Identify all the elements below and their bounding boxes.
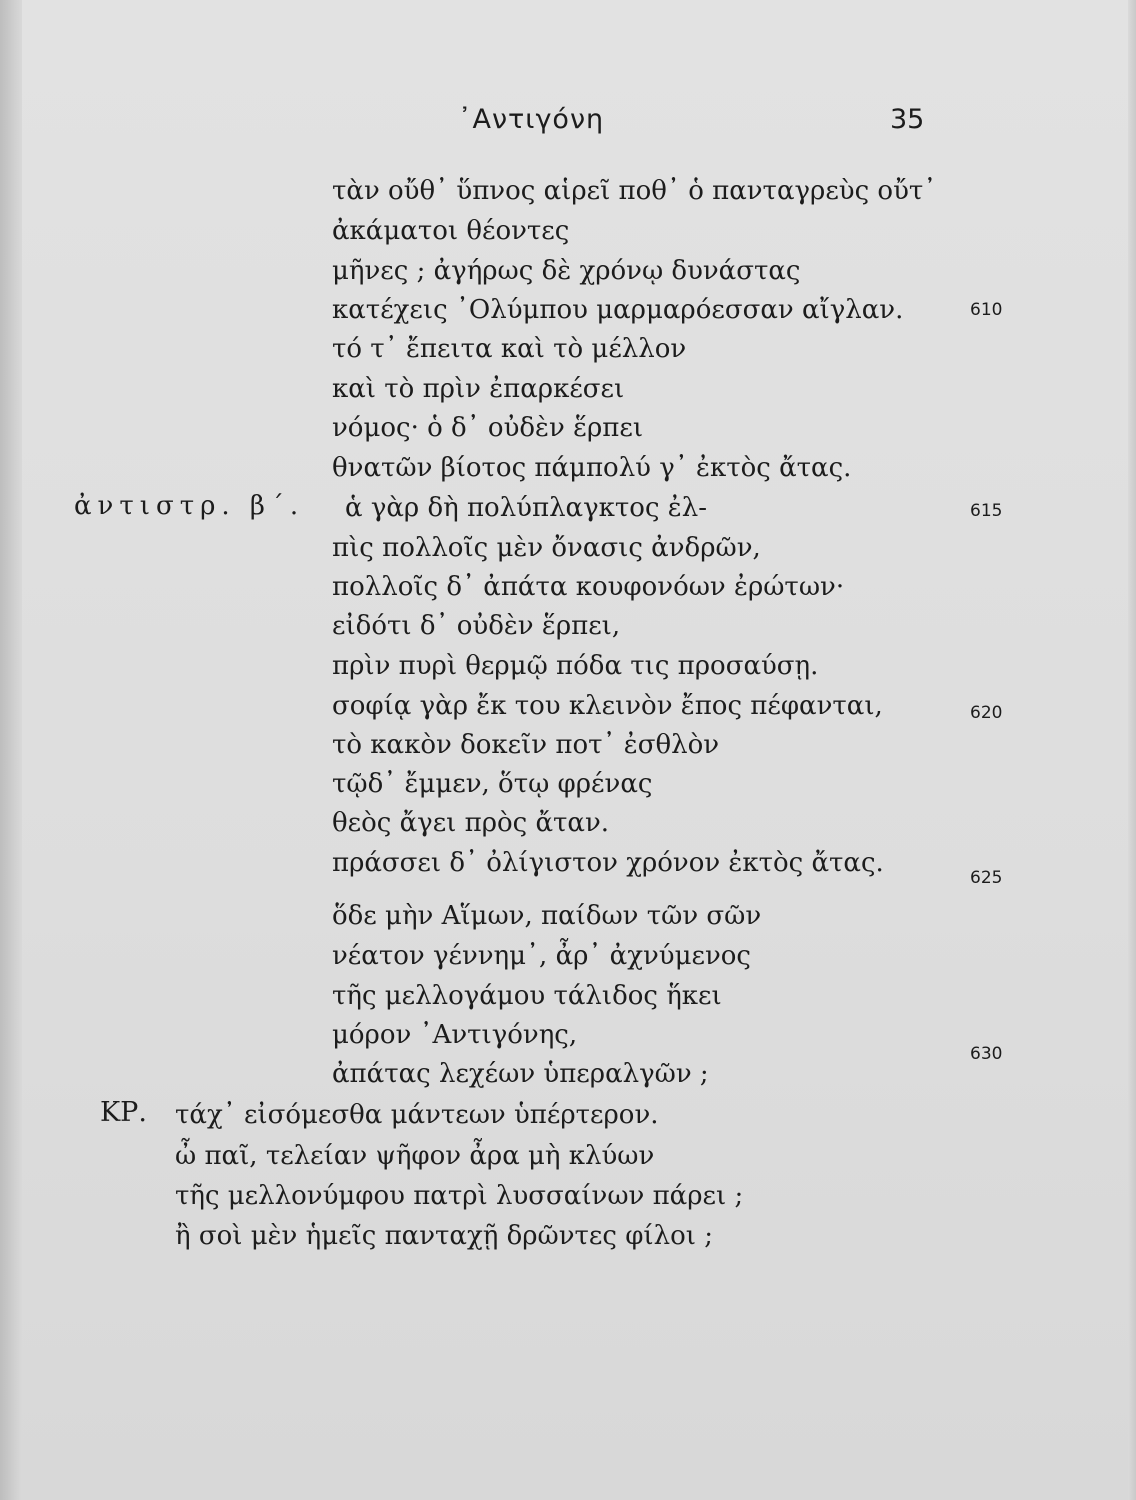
line-number: 620 — [970, 703, 1003, 723]
verse-line: πρὶν πυρὶ θερμῷ πόδα τις προσαύσῃ. — [332, 651, 819, 681]
line-number: 610 — [970, 300, 1003, 320]
speaker-label: ΚΡ. — [100, 1097, 147, 1128]
verse-line: τῷδ᾿ ἔμμεν, ὅτῳ φρένας — [332, 769, 653, 799]
verse-line: θνατῶν βίοτος πάμπολύ γ᾿ ἐκτὸς ἄτας. — [332, 453, 852, 483]
verse-line: ἀκάματοι θέοντες — [332, 216, 570, 246]
verse-line: ἀπάτας λεχέων ὑπεραλγῶν ; — [332, 1059, 709, 1089]
verse-line: κατέχεις ᾿Ολύμπου μαρμαρόεσσαν αἴγλαν. — [332, 295, 904, 325]
verse-line: τὰν οὔθ᾿ ὕπνος αἱρεῖ ποθ᾿ ὁ πανταγρεὺς οὔτ᾿ — [332, 176, 937, 206]
verse-line: πράσσει δ᾿ ὀλίγιστον χρόνον ἐκτὸς ἄτας. — [332, 848, 884, 878]
verse-line: τό τ᾿ ἔπειτα καὶ τὸ μέλλον — [332, 334, 687, 364]
page-left-edge — [0, 0, 22, 1500]
line-number: 630 — [970, 1044, 1003, 1064]
verse-line: εἰδότι δ᾿ οὐδὲν ἕρπει, — [332, 611, 621, 641]
verse-line: νόμος· ὁ δ᾿ οὐδὲν ἕρπει — [332, 413, 644, 443]
verse-line: θεὸς ἄγει πρὸς ἄταν. — [332, 808, 610, 838]
running-title: ᾿Αντιγόνη — [458, 104, 605, 135]
verse-line: ὅδε μὴν Αἵμων, παίδων τῶν σῶν — [332, 901, 762, 931]
page-number: 35 — [890, 104, 925, 135]
verse-line: τὸ κακὸν δοκεῖν ποτ᾿ ἐσθλὸν — [332, 730, 720, 760]
verse-line: σοφίᾳ γὰρ ἔκ του κλεινὸν ἔπος πέφανται, — [332, 691, 883, 721]
verse-line: ἁ γὰρ δὴ πολύπλαγκτος ἐλ- — [345, 493, 707, 523]
verse-line: μόρον ᾿Αντιγόνης, — [332, 1020, 578, 1050]
verse-line: τῆς μελλογάμου τάλιδος ἥκει — [332, 981, 722, 1011]
speech-line: τῆς μελλονύμφου πατρὶ λυσσαίνων πάρει ; — [175, 1181, 744, 1211]
verse-line: καὶ τὸ πρὶν ἐπαρκέσει — [332, 374, 625, 404]
verse-line: πὶς πολλοῖς μὲν ὄνασις ἀνδρῶν, — [332, 533, 761, 563]
line-number: 615 — [970, 501, 1003, 521]
speech-line: τάχ᾿ εἰσόμεσθα μάντεων ὑπέρτερον. — [175, 1100, 659, 1130]
page-right-edge — [1128, 0, 1136, 1500]
verse-line: πολλοῖς δ᾿ ἀπάτα κουφονόων ἐρώτων· — [332, 572, 845, 602]
speech-line: ἢ σοὶ μὲν ἡμεῖς πανταχῇ δρῶντες φίλοι ; — [175, 1221, 713, 1251]
verse-line: μῆνες ; ἀγήρως δὲ χρόνῳ δυνάστας — [332, 256, 801, 286]
speech-line: ὦ παῖ, τελείαν ψῆφον ἆρα μὴ κλύων — [175, 1141, 655, 1171]
line-number: 625 — [970, 868, 1003, 888]
strophe-label: ἀντιστρ. β΄. — [74, 491, 305, 521]
verse-line: νέατον γέννημ᾿, ἆρ᾿ ἀχνύμενος — [332, 941, 751, 971]
